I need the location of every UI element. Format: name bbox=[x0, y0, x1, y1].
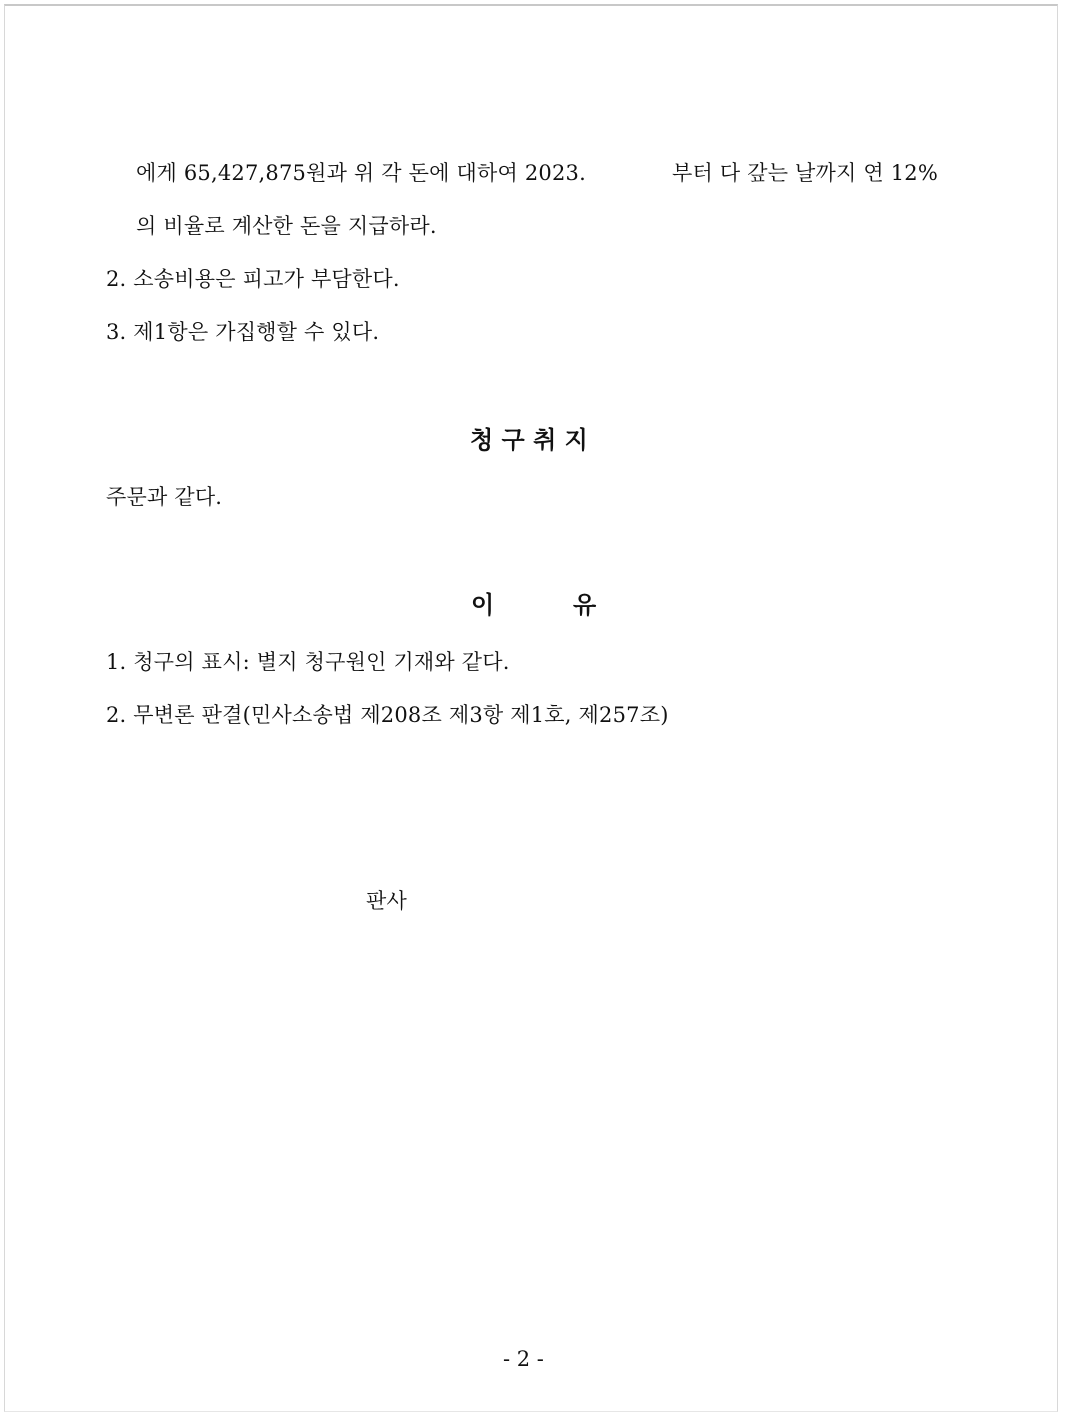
order-item-2: 2. 소송비용은 피고가 부담한다. bbox=[106, 267, 400, 291]
claim-purpose-heading: 청 구 취 지 bbox=[470, 426, 588, 454]
reason-heading-right: 유 bbox=[573, 591, 597, 619]
order-continuation-line-2: 의 비율로 계산한 돈을 지급하라. bbox=[136, 214, 437, 238]
order-continuation-line-1a: 에게 65,427,875원과 위 각 돈에 대하여 2023. bbox=[136, 161, 586, 185]
order-continuation-line-1b: 부터 다 갚는 날까지 연 12% bbox=[672, 161, 939, 185]
order-item-3: 3. 제1항은 가집행할 수 있다. bbox=[106, 320, 380, 344]
reason-heading-left: 이 bbox=[471, 591, 495, 619]
reason-item-1: 1. 청구의 표시: 별지 청구원인 기재와 같다. bbox=[106, 650, 510, 674]
page-number: - 2 - bbox=[503, 1347, 544, 1371]
claim-purpose-text: 주문과 같다. bbox=[106, 485, 223, 509]
document-page bbox=[4, 4, 1058, 1412]
reason-item-2: 2. 무변론 판결(민사소송법 제208조 제3항 제1호, 제257조) bbox=[106, 703, 669, 727]
judge-label: 판사 bbox=[366, 889, 407, 913]
